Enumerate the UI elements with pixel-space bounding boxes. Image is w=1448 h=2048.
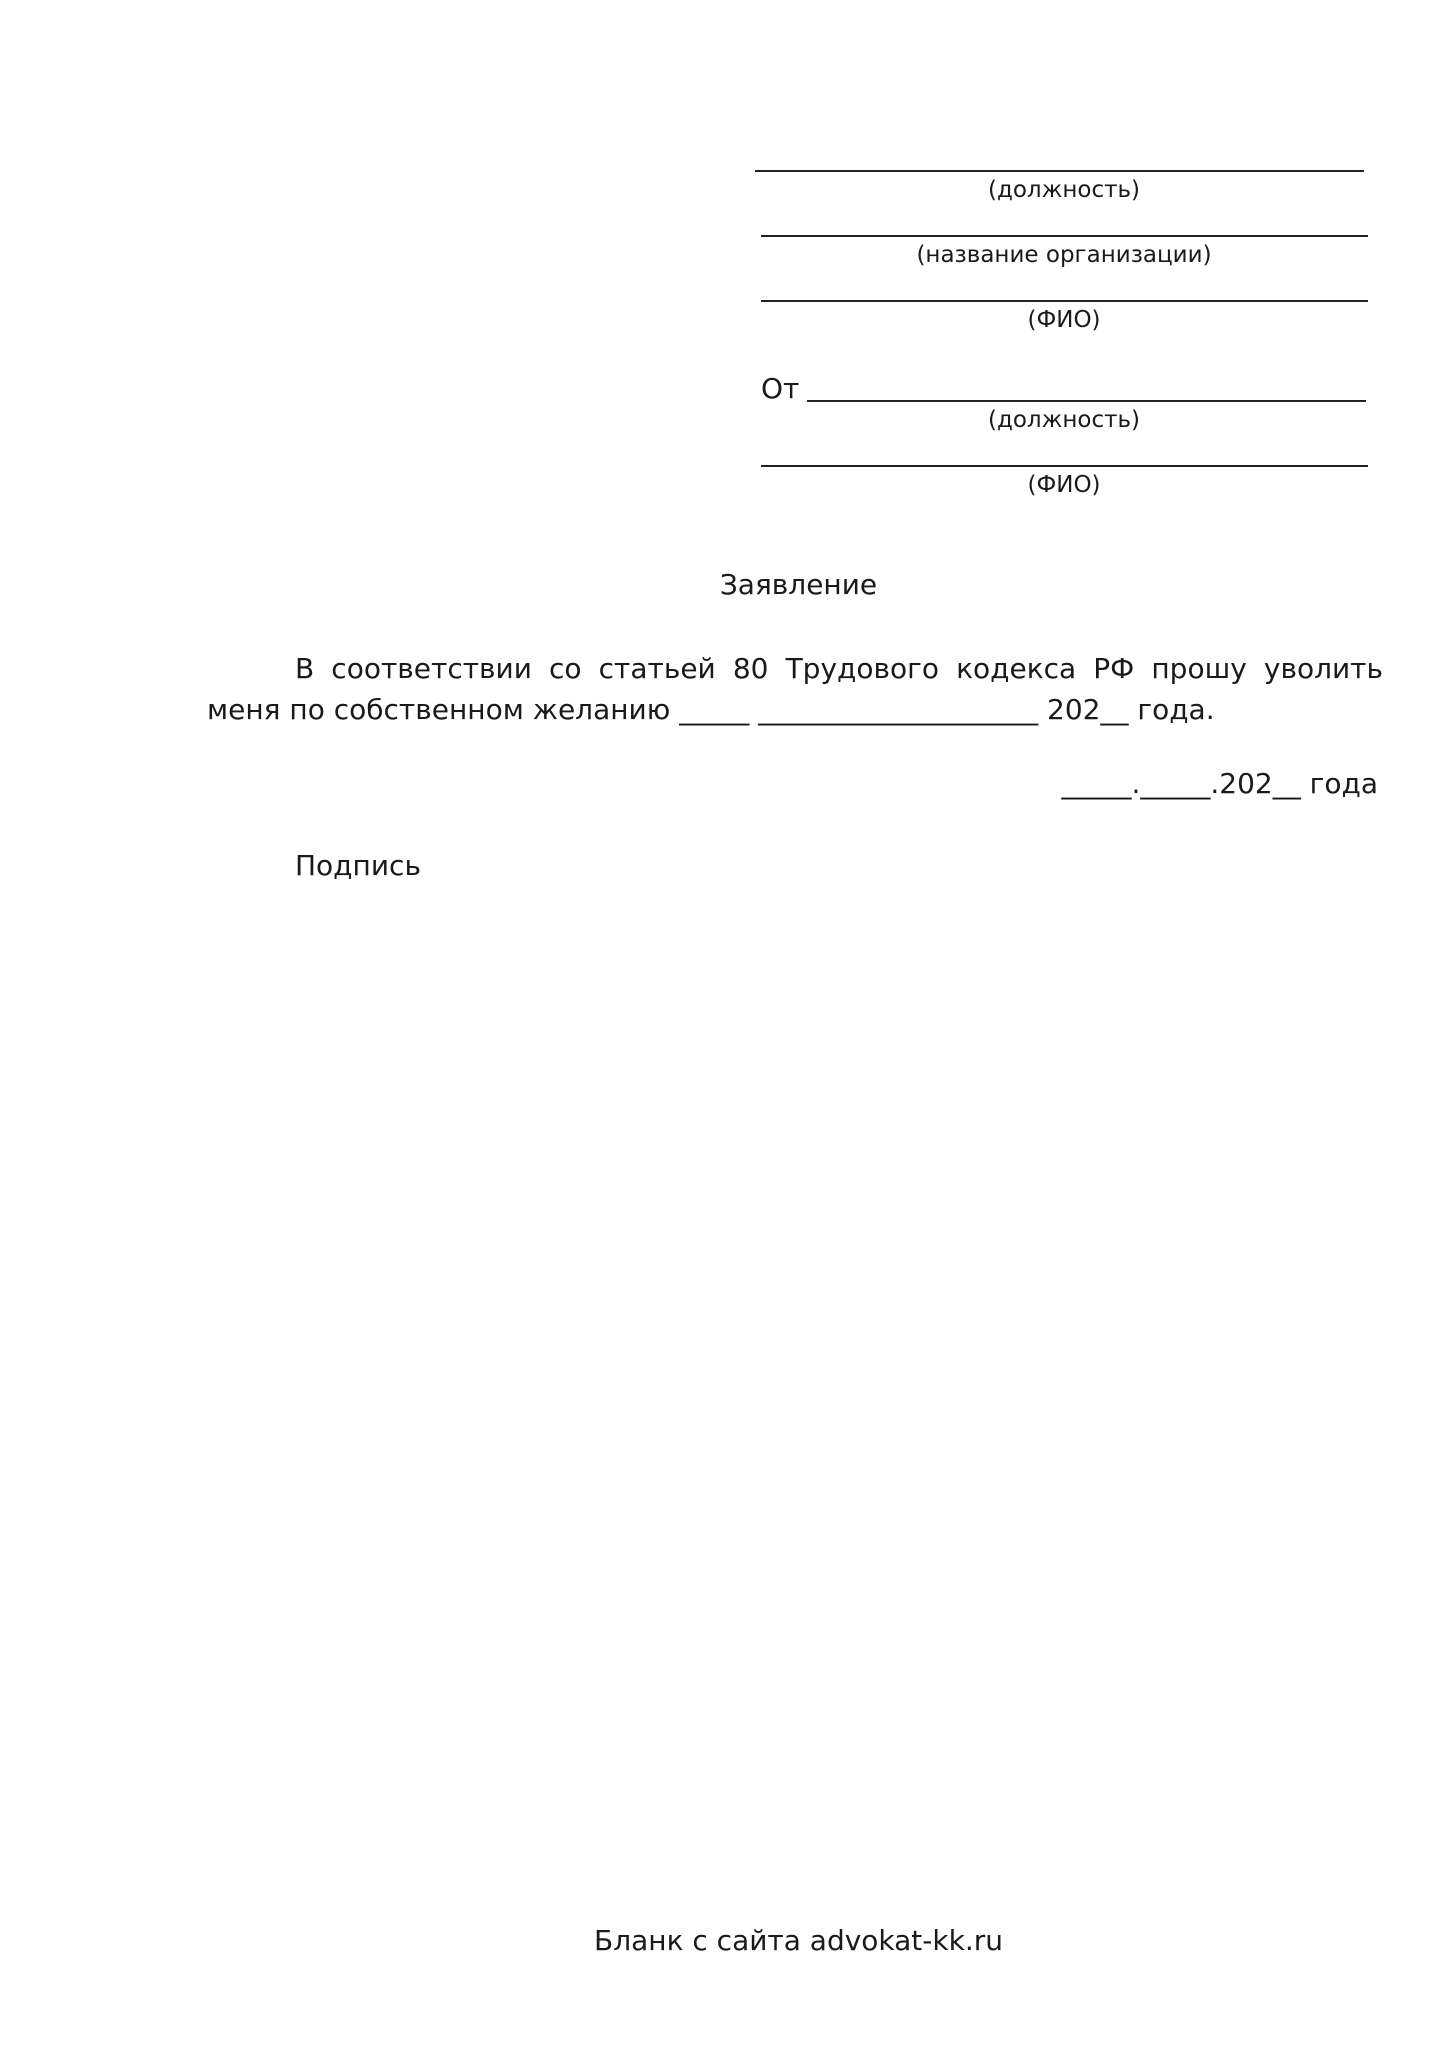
document-title: Заявление: [719, 568, 878, 601]
signature-label: Подпись: [295, 849, 421, 882]
fio-line-1: [761, 300, 1368, 302]
organization-line: [761, 235, 1368, 237]
from-label: От: [761, 372, 800, 405]
fio-caption-1: (ФИО): [1027, 307, 1101, 333]
footer-source: Бланк с сайта advokat-kk.ru: [594, 1924, 1003, 1957]
position-caption-2: (должность): [987, 407, 1141, 433]
from-position-line: [807, 400, 1366, 402]
position-caption-1: (должность): [987, 177, 1141, 203]
fio-line-2: [761, 465, 1368, 467]
date-line: _____._____.202__ года: [1061, 767, 1378, 800]
document-body: В соответствии со статьей 80 Трудового кодекса РФ прошу уволить меня по собственном желанию _____ ____________________ 202__ года.: [207, 652, 1383, 726]
fio-caption-2: (ФИО): [1027, 472, 1101, 498]
position-line-1: [755, 170, 1364, 172]
organization-caption: (название организации): [916, 242, 1212, 268]
